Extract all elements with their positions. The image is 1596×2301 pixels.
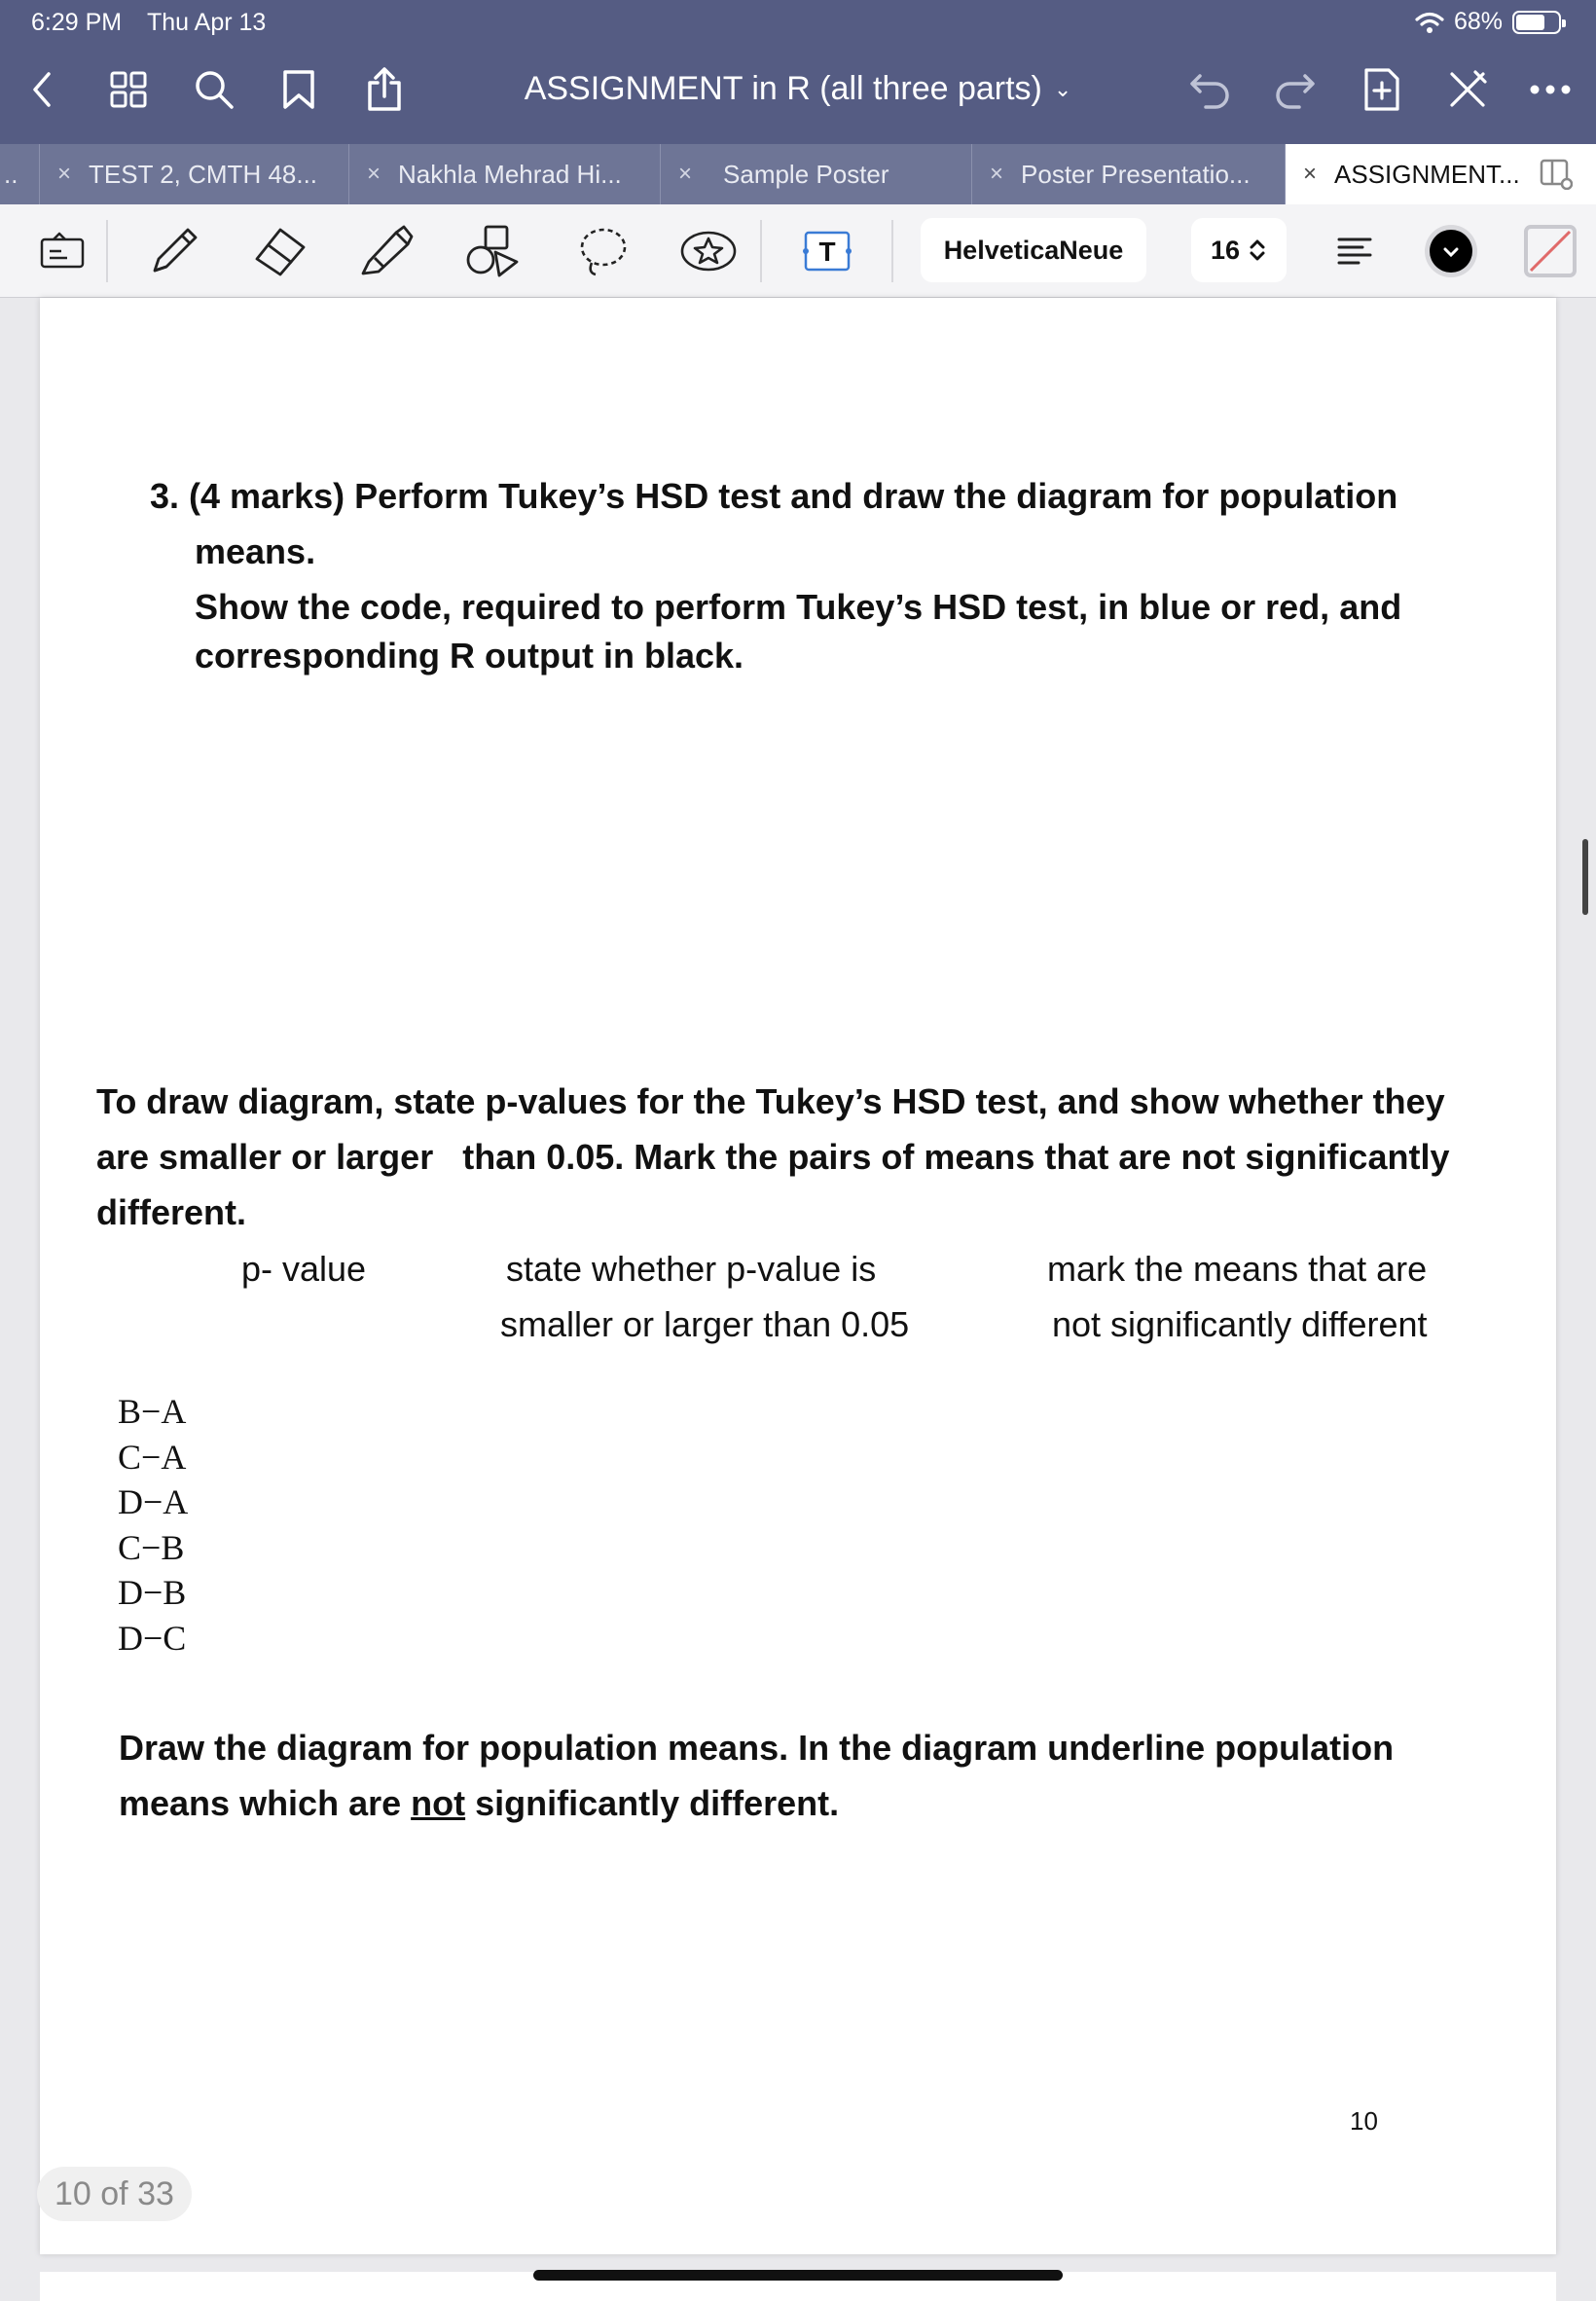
font-size-value: 16 <box>1210 235 1241 265</box>
split-view-icon[interactable] <box>1540 159 1573 190</box>
close-icon[interactable]: × <box>990 161 1004 187</box>
tab-overflow[interactable]: .. <box>4 159 18 189</box>
question-3-line-3: Show the code, required to perform Tukey’s HSD test, in blue or red, and <box>195 587 1402 627</box>
battery-fill <box>1516 15 1544 30</box>
chevron-updown-icon <box>1248 237 1267 264</box>
question-3-line-4: corresponding R output in black. <box>195 636 744 676</box>
highlighter-icon[interactable] <box>355 222 417 280</box>
column-p-value: p- value <box>241 1249 367 1289</box>
add-page-icon[interactable] <box>1359 66 1405 113</box>
page-number: 10 <box>1350 2106 1378 2136</box>
shapes-icon[interactable] <box>461 222 524 280</box>
text-color-picker[interactable] <box>1421 222 1481 280</box>
pair-label: D−C <box>118 1618 187 1658</box>
tab-test-2[interactable] <box>39 144 348 204</box>
column-mark-line-2: not significantly different <box>1052 1304 1428 1344</box>
column-comparison-line-1: state whether p-value is <box>506 1249 877 1289</box>
chevron-down-icon: ⌄ <box>1053 77 1072 101</box>
diagram-instruction-line-1: Draw the diagram for population means. In the diagram underline population <box>119 1728 1395 1768</box>
diagram-instruction-line-2 <box>119 1776 839 1831</box>
toolbar-divider <box>760 220 762 282</box>
close-icon[interactable]: × <box>1303 161 1318 187</box>
emphasis-not: not <box>411 1783 466 1823</box>
font-family-select[interactable] <box>921 218 1146 282</box>
document-title-text: ASSIGNMENT in R (all three parts) <box>524 70 1042 107</box>
pen-off-icon[interactable] <box>1444 66 1491 113</box>
tab-label: Sample Poster <box>723 159 889 189</box>
read-mode-icon[interactable] <box>33 222 91 280</box>
tab-poster-presentation[interactable] <box>971 144 1285 204</box>
column-comparison-line-2: smaller or larger than 0.05 <box>500 1304 910 1344</box>
page-indicator[interactable]: 10 of 33 <box>37 2167 192 2221</box>
status-date: Thu Apr 13 <box>147 9 267 36</box>
document-page[interactable] <box>40 298 1556 2254</box>
lasso-icon[interactable] <box>572 222 635 280</box>
battery-icon <box>1512 11 1561 34</box>
tab-nakhla[interactable] <box>348 144 660 204</box>
tab-assignment[interactable] <box>1285 144 1596 204</box>
home-indicator[interactable] <box>533 2270 1063 2281</box>
question-3-line-1: 3. (4 marks) Perform Tukey’s HSD test and draw the diagram for population <box>150 476 1398 516</box>
undo-icon[interactable] <box>1186 66 1233 113</box>
document-title[interactable] <box>0 70 1596 108</box>
wifi-icon <box>1415 11 1444 34</box>
svg-text:T: T <box>818 237 836 267</box>
pair-label: C−B <box>118 1527 185 1567</box>
tab-label: ASSIGNMENT... <box>1334 159 1520 189</box>
tab-bar <box>0 144 1596 204</box>
more-icon[interactable] <box>1527 66 1574 113</box>
text-tool-icon[interactable] <box>796 222 858 280</box>
pair-label: B−A <box>118 1392 187 1431</box>
battery-percent: 68% <box>1453 8 1503 35</box>
instruction-line-2: are smaller or larger than 0.05. Mark the pairs of means that are not significantly <box>96 1137 1450 1177</box>
tab-label: Nakhla Mehrad Hi... <box>398 159 622 189</box>
status-right <box>1415 8 1561 36</box>
tab-label: Poster Presentatio... <box>1021 159 1251 189</box>
text-align-icon[interactable] <box>1325 222 1384 280</box>
pen-icon[interactable] <box>143 222 205 280</box>
instruction-line-1: To draw diagram, state p-values for the Tukey’s HSD test, and show whether they <box>96 1081 1445 1121</box>
pair-label: D−B <box>118 1573 187 1612</box>
font-size-stepper[interactable] <box>1191 218 1287 282</box>
fill-none-icon[interactable] <box>1521 222 1579 280</box>
close-icon[interactable]: × <box>367 161 381 187</box>
instruction-line-3: different. <box>96 1192 247 1232</box>
redo-icon[interactable] <box>1272 66 1319 113</box>
scrollbar-thumb[interactable] <box>1582 839 1588 915</box>
sticker-icon[interactable] <box>677 222 740 280</box>
column-mark-line-1: mark the means that are <box>1047 1249 1428 1289</box>
toolbar-divider <box>106 220 108 282</box>
toolbar-divider <box>891 220 893 282</box>
close-icon[interactable]: × <box>57 161 72 187</box>
pair-label: C−A <box>118 1437 187 1477</box>
status-time: 6:29 PM <box>31 9 123 36</box>
pair-list <box>118 1389 188 1661</box>
close-icon[interactable]: × <box>678 161 693 187</box>
eraser-icon[interactable] <box>249 222 311 280</box>
diagram-text: significantly different. <box>465 1783 840 1823</box>
pair-label: D−A <box>118 1482 189 1521</box>
annotation-toolbar <box>0 204 1596 298</box>
top-bar <box>0 0 1596 144</box>
diagram-text: means which are <box>119 1783 412 1823</box>
tab-sample-poster[interactable] <box>660 144 971 204</box>
tab-label: TEST 2, CMTH 48... <box>89 159 318 189</box>
question-3-line-2: means. <box>195 531 316 571</box>
font-family-value: HelveticaNeue <box>943 235 1124 265</box>
